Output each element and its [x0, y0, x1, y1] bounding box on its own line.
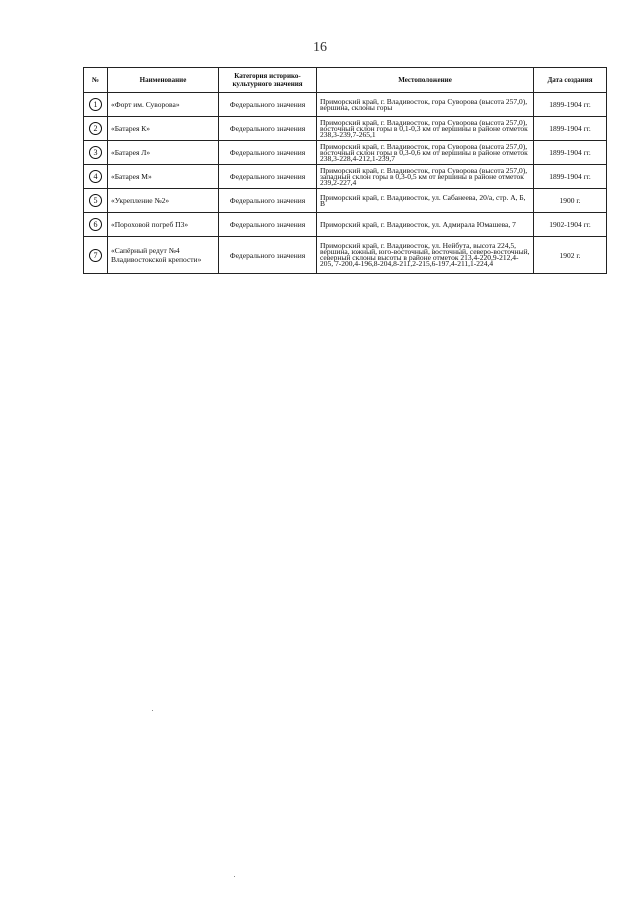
header-num: № — [84, 68, 108, 93]
object-name: «Сапёрный редут №4 Владивостокской крепости» — [108, 237, 219, 274]
object-date: 1899-1904 гг. — [534, 141, 607, 165]
object-location: Приморский край, г. Владивосток, ул. Нейбута, высота 224,5, вершина, южный, юго-восточный, восточный, северо-восточный, северный склоны высоты в районе отметок 213,4-220,9-212,4-205, 7-200,4-196,8-204,8-211,2-215,6-197,4-211,1-224,4 — [317, 237, 534, 274]
object-name: «Пороховой погреб П3» — [108, 213, 219, 237]
row-number-cell — [84, 93, 108, 117]
object-name: «Укрепление №2» — [108, 189, 219, 213]
table-row — [84, 141, 607, 165]
page-number: 16 — [313, 40, 327, 55]
table-header-row — [84, 68, 607, 93]
object-location: Приморский край, г. Владивосток, ул. Адмирала Юмашева, 7 — [317, 213, 534, 237]
object-category: Федерального значения — [219, 237, 317, 274]
object-category: Федерального значения — [219, 141, 317, 165]
object-location: Приморский край, г. Владивосток, ул. Сабанеева, 20/а, стр. А, Б, В — [317, 189, 534, 213]
object-date: 1899-1904 гг. — [534, 117, 607, 141]
row-number: 7 — [89, 249, 102, 262]
object-category: Федерального значения — [219, 117, 317, 141]
object-category: Федерального значения — [219, 93, 317, 117]
object-location: Приморский край, г. Владивосток, гора Суворова (высота 257,0), западный склон горы в 0,3-0,5 км от вершины в районе отметок 239,2-227,4 — [317, 165, 534, 189]
header-location: Местоположение — [317, 68, 534, 93]
heritage-objects-table — [83, 67, 607, 274]
object-date: 1900 г. — [534, 189, 607, 213]
row-number: 2 — [89, 122, 102, 135]
row-number-cell — [84, 237, 108, 274]
header-name: Наименование — [108, 68, 219, 93]
object-date: 1902-1904 гг. — [534, 213, 607, 237]
table-row — [84, 189, 607, 213]
row-number-cell — [84, 189, 108, 213]
row-number-cell — [84, 213, 108, 237]
scan-speck — [234, 876, 235, 877]
table-row — [84, 165, 607, 189]
object-name: «Батарея М» — [108, 165, 219, 189]
header-date: Дата создания — [534, 68, 607, 93]
row-number: 5 — [89, 194, 102, 207]
object-location: Приморский край, г. Владивосток, гора Суворова (высота 257,0), вершина, склоны горы — [317, 93, 534, 117]
object-name: «Батарея Л» — [108, 141, 219, 165]
row-number: 1 — [89, 98, 102, 111]
object-location: Приморский край, г. Владивосток, гора Суворова (высота 257,0), восточный склон горы в 0,1-0,3 км от вершины в районе отметок 238,3-239,7-265,1 — [317, 117, 534, 141]
object-location: Приморский край, г. Владивосток, гора Суворова (высота 257,0), восточный склон горы в 0,3-0,6 км от вершины в районе отметок 238,3-228,4-212,1-239,7 — [317, 141, 534, 165]
row-number: 4 — [89, 170, 102, 183]
object-name: «Форт им. Суворова» — [108, 93, 219, 117]
object-date: 1902 г. — [534, 237, 607, 274]
scan-speck — [152, 710, 153, 711]
table-row — [84, 237, 607, 274]
table-row — [84, 93, 607, 117]
table-row — [84, 117, 607, 141]
row-number-cell — [84, 165, 108, 189]
header-category: Категория историко-культурного значения — [219, 68, 317, 93]
object-category: Федерального значения — [219, 213, 317, 237]
row-number: 6 — [89, 218, 102, 231]
table-row — [84, 213, 607, 237]
object-name: «Батарея К» — [108, 117, 219, 141]
object-category: Федерального значения — [219, 165, 317, 189]
object-date: 1899-1904 гг. — [534, 93, 607, 117]
row-number: 3 — [89, 146, 102, 159]
row-number-cell — [84, 117, 108, 141]
object-date: 1899-1904 гг. — [534, 165, 607, 189]
row-number-cell — [84, 141, 108, 165]
object-category: Федерального значения — [219, 189, 317, 213]
